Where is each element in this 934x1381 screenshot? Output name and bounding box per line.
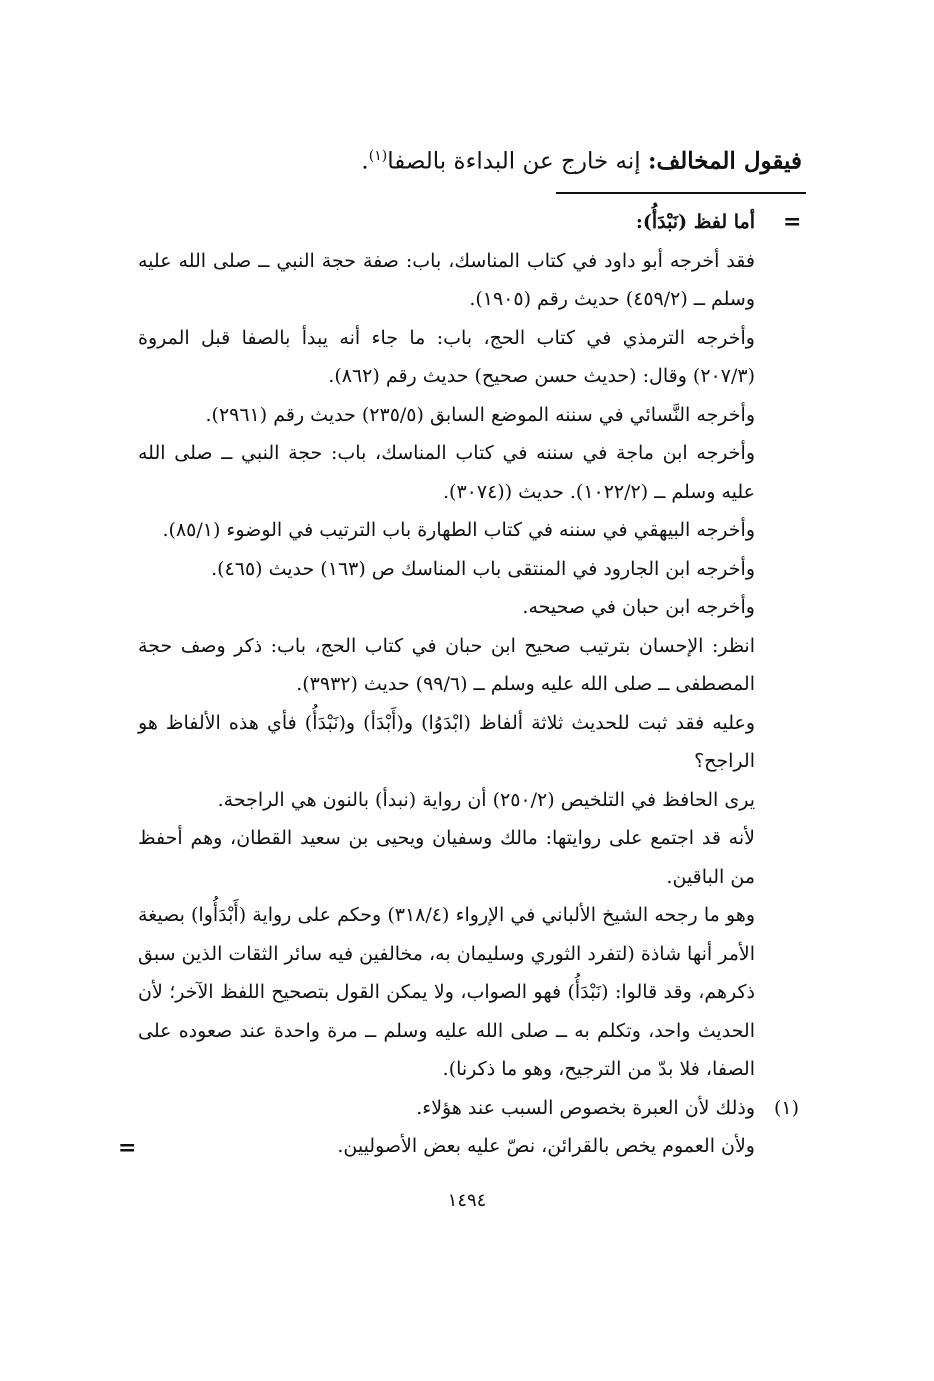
note-line-5: وأخرجه البيهقي في سننه في كتاب الطهارة باب الترتيب في الوضوء (٨٥/١). — [162, 519, 755, 541]
footnote-line-2: ولأن العموم يخص بالقرائن، نصّ عليه بعض الأصوليين. — [337, 1135, 755, 1157]
footnotes-block — [138, 203, 755, 1166]
continuation-mark-top: = — [783, 209, 802, 235]
footnote-separator-rule — [556, 192, 806, 194]
note-line-2: وأخرجه الترمذي في كتاب الحج، باب: ما جاء أنه يبدأ بالصفا قبل المروة (٢٠٧/٣) وقال: (حديث حسن صحيح) حديث رقم (٨٦٢). — [138, 326, 755, 387]
note-line-9: وعليه فقد ثبت للحديث ثلاثة ألفاظ (ابْدَوُا) و(أَبْدَأ) و(نَبْدَأُ) فأي هذه الألفاظ هو الراجح؟ — [138, 711, 755, 772]
note-line-4: وأخرجه ابن ماجة في سننه في كتاب المناسك، باب: حجة النبي ــ صلى الله عليه وسلم ــ (١٠٢٢/٢). حديث ((٣٠٧٤). — [138, 442, 755, 503]
main-text-line — [182, 138, 802, 180]
footnote-line-1: وذلك لأن العبرة بخصوص السبب عند هؤلاء. — [416, 1096, 755, 1119]
page-number: ١٤٩٤ — [447, 1190, 487, 1211]
note-line-1: فقد أخرجه أبو داود في كتاب المناسك، باب: صفة حجة النبي ــ صلى الله عليه وسلم ــ (٤٥٩/٢) حديث رقم (١٩٠٥). — [138, 249, 755, 310]
footnote-number: (١) — [774, 1097, 800, 1119]
continuation-mark-bottom: = — [118, 1135, 137, 1161]
main-text-body: إنه خارج عن البداءة بالصفا — [387, 148, 648, 175]
footnote-reference[interactable]: (١) — [368, 148, 388, 164]
note-line-6: وأخرجه ابن الجارود في المنتقى باب المناسك ص (١٦٣) حديث (٤٦٥). — [211, 557, 755, 580]
note-line-8: انظر: الإحسان بترتيب صحيح ابن حبان في كتاب الحج، باب: ذكر وصف حجة المصطفى ــ صلى الله عليه وسلم ــ (٩٩/٦) حديث (٣٩٣٢). — [138, 634, 755, 695]
main-text-end: . — [361, 148, 369, 175]
note-line-11: لأنه قد اجتمع على روايتها: مالك وسفيان ويحيى بن سعيد القطان، وهم أحفظ من الباقين. — [138, 827, 755, 888]
note-line-10: يرى الحافظ في التلخيص (٢٥٠/٢) أن رواية (نبدأ) بالنون هي الراجحة. — [217, 788, 755, 811]
main-text-label: فيقول المخالف: — [647, 147, 802, 175]
notes-heading: أما لفظ (نَبْدَأُ): — [635, 211, 755, 233]
note-line-3: وأخرجه النَّسائي في سننه الموضع السابق (٢٣٥/٥) حديث رقم (٢٩٦١). — [205, 403, 755, 426]
note-line-12: وهو ما رجحه الشيخ الألباني في الإرواء (٣١٨/٤) وحكم على رواية (أَبْدَأُوا) بصيغة الأمر أنها شاذة (لتفرد الثوري وسليمان به، مخالفين فيه سائر الثقات الذين سبق ذكرهم، وقد قالوا: (نَبْدَأُ) فهو الصواب، ولا يمكن القول بتصحيح اللفظ الآخر؛ لأن الحديث واحد، وتكلم به ــ صلى الله عليه وسلم ــ مرة واحدة عند صعوده على الصفا، فلا بدّ من الترجيح، وهو ما ذكرنا). — [138, 904, 756, 1080]
note-line-7: وأخرجه ابن حبان في صحيحه. — [522, 596, 755, 618]
